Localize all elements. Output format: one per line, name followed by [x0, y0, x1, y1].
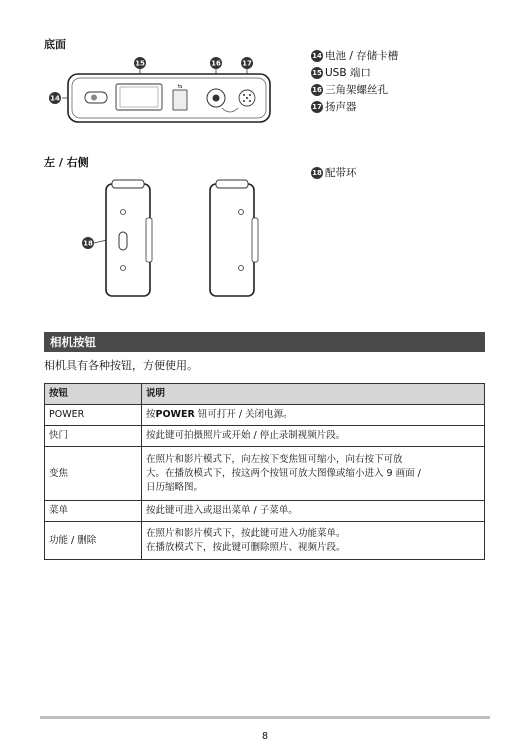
legend-text: 配带环	[325, 167, 357, 179]
table-row	[45, 405, 485, 426]
page-number: 8	[261, 731, 269, 742]
button-name: POWER	[45, 405, 142, 426]
button-description: 按此键可拍摄照片或开始 / 停止录制视频片段。	[142, 426, 485, 447]
desc-line: 在照片和影片模式下，按此键可进入功能菜单。	[146, 527, 346, 539]
table-row	[45, 447, 485, 501]
legend-badge: 15	[312, 68, 322, 77]
legend-item	[311, 81, 398, 98]
side-view-heading: 左 / 右侧	[44, 156, 89, 169]
legend-item	[311, 64, 398, 81]
desc-line: 在照片和影片模式下，向左按下变焦钮可缩小，向右按下可放	[146, 453, 403, 465]
legend-text: 电池 / 存储卡槽	[325, 50, 399, 62]
legend-badge: 17	[312, 102, 322, 111]
table-row	[45, 426, 485, 447]
callout-14-text: 14	[50, 94, 60, 103]
desc-line: 日历缩略图。	[146, 481, 204, 493]
side-legend	[311, 164, 357, 181]
table-header-row	[45, 384, 485, 405]
camera-side-diagram	[76, 178, 266, 302]
legend-item	[311, 47, 398, 64]
button-description	[142, 447, 485, 501]
callout-17-text: 17	[242, 59, 252, 68]
legend-text: 三角架螺丝孔	[325, 84, 388, 96]
legend-item	[311, 98, 398, 115]
callout-18-text: 18	[83, 239, 93, 248]
legend-badge: 14	[312, 51, 322, 60]
button-name: 功能 / 删除	[45, 522, 142, 560]
table-row	[45, 522, 485, 560]
desc-text: 钮可打开 / 关闭电源。	[194, 409, 293, 420]
button-name: 变焦	[45, 447, 142, 501]
legend-text: USB 端口	[325, 67, 371, 79]
desc-line: 大。在播放模式下，按这两个按钮可放大图像或缩小进入 9 画面 /	[146, 467, 421, 479]
bottom-legend	[311, 47, 398, 115]
footer-divider	[40, 716, 490, 719]
camera-bottom-diagram	[44, 52, 284, 134]
callout-16-text: 16	[211, 59, 221, 68]
svg-text:⇆: ⇆	[177, 83, 183, 90]
callout-15-text: 15	[135, 59, 145, 68]
legend-badge: 18	[312, 168, 322, 177]
table-row	[45, 501, 485, 522]
header-button: 按钮	[45, 384, 142, 405]
button-name: 菜单	[45, 501, 142, 522]
legend-badge: 16	[312, 85, 322, 94]
section-intro: 相机具有各种按钮，方便使用。	[44, 359, 198, 372]
desc-line: 在播放模式下，按此键可删除照片、视频片段。	[146, 541, 346, 553]
legend-item	[311, 164, 357, 181]
camera-buttons-table	[44, 383, 485, 560]
button-description	[142, 405, 485, 426]
legend-text: 扬声器	[325, 101, 357, 113]
section-title: 相机按钮	[44, 332, 485, 352]
header-description: 说明	[142, 384, 485, 405]
desc-text: 按	[146, 409, 156, 420]
button-description	[142, 522, 485, 560]
button-name: 快门	[45, 426, 142, 447]
bottom-view-heading: 底面	[44, 38, 66, 51]
button-description: 按此键可进入或退出菜单 / 子菜单。	[142, 501, 485, 522]
power-keyword: POWER	[155, 409, 195, 420]
